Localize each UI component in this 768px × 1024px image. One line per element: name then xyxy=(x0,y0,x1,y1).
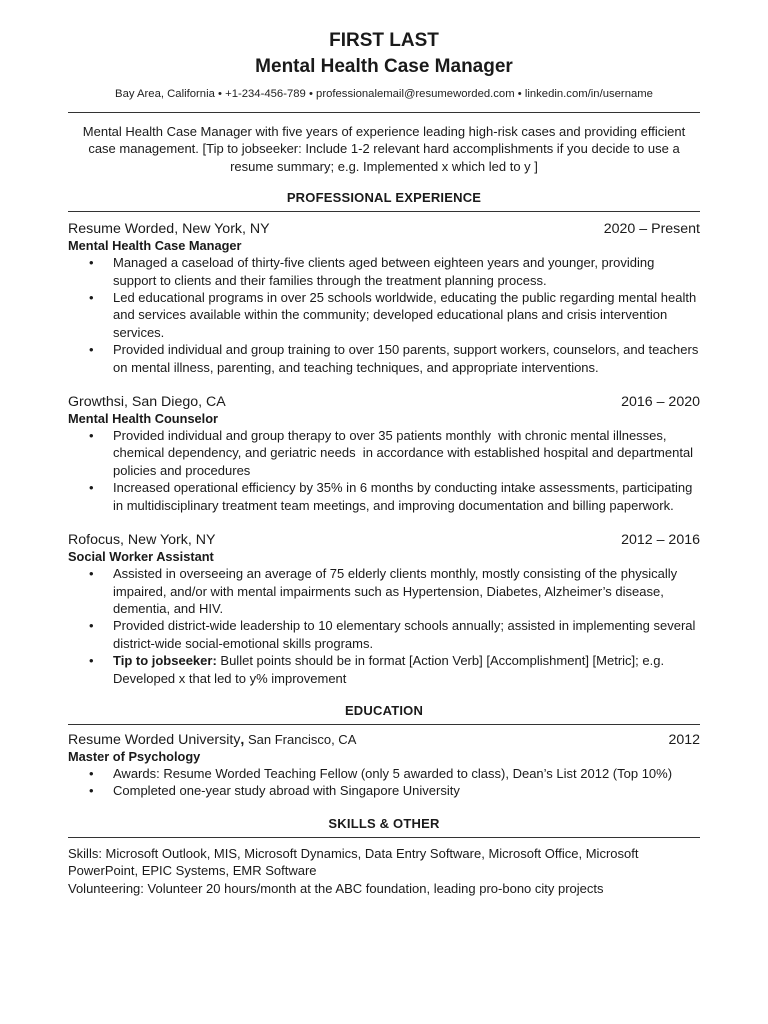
job-dates: 2016 – 2020 xyxy=(621,394,700,411)
header-divider xyxy=(68,112,700,113)
bullet-text: Provided individual and group training to over 150 parents, support workers, counselors, and teachers on mental illness, parenting, and teaching techniques, and appropriate interventions. xyxy=(113,342,699,375)
job-header xyxy=(68,531,700,549)
tip-text: Bullet points should be in format [Action Verb] [Accomplishment] [Metric]; e.g. Developed x that led to y% improvement xyxy=(113,653,665,686)
bullet-dot-icon: • xyxy=(89,428,94,444)
bullet-text: Increased operational efficiency by 35% in 6 months by conducting intake assessments, participating in multidisciplinary treatment team meetings, and improving documentation and billing paperwork. xyxy=(113,480,693,513)
job-dates: 2020 – Present xyxy=(603,221,700,238)
job-role: Mental Health Case Manager xyxy=(68,238,242,254)
bullet-item xyxy=(68,652,700,687)
bullet-item xyxy=(68,765,700,782)
education-comma: , xyxy=(240,731,245,748)
bullet-dot-icon: • xyxy=(89,566,94,582)
resume-page xyxy=(68,30,700,897)
job-company: Growthsi, San Diego, CA xyxy=(68,394,226,411)
bullet-text: Awards: Resume Worded Teaching Fellow (only 5 awarded to class), Dean’s List 2012 (Top 10%) xyxy=(113,765,673,781)
bullet-dot-icon: • xyxy=(89,653,94,669)
job-dates: 2012 – 2016 xyxy=(621,532,700,549)
skills-block xyxy=(68,845,700,897)
bullet-item xyxy=(68,427,700,479)
volunteering-line: Volunteering: Volunteer 20 hours/month at the ABC foundation, leading pro-bono city projects xyxy=(68,880,604,896)
job-entry xyxy=(68,393,700,514)
job-role: Social Worker Assistant xyxy=(68,549,214,565)
skills-line: Skills: Microsoft Outlook, MIS, Microsoft Dynamics, Data Entry Software, Microsoft Office, Microsoft PowerPoint, EPIC Systems, EMR Software xyxy=(68,845,639,879)
education-bullets xyxy=(68,765,700,800)
bullet-dot-icon: • xyxy=(89,290,94,306)
bullet-item xyxy=(68,289,700,341)
job-entry xyxy=(68,531,700,687)
bullet-item xyxy=(68,479,700,514)
education-degree: Master of Psychology xyxy=(68,748,201,764)
bullet-dot-icon: • xyxy=(89,618,94,634)
education-divider xyxy=(68,724,700,725)
contact-line: Bay Area, California • +1-234-456-789 • professionalemail@resumeworded.com • linkedin.com/in/username xyxy=(115,88,653,100)
job-header xyxy=(68,393,700,411)
bullet-dot-icon: • xyxy=(89,765,94,781)
bullet-text: Assisted in overseeing an average of 75 elderly clients monthly, mostly consisting of the physically impaired, and/or with mental impairments such as Hypertension, Diabetes, Alzheimer’s disease, dementia, and HIV. xyxy=(113,566,678,616)
bullet-item xyxy=(68,782,700,799)
bullet-text: Managed a caseload of thirty-five clients aged between eighteen years and younger, providing support to clients and their families through the treatment planning process. xyxy=(113,255,655,288)
education-school-line xyxy=(68,731,356,749)
job-header xyxy=(68,220,700,238)
job-role: Mental Health Counselor xyxy=(68,411,219,427)
tip-label: Tip to jobseeker: xyxy=(113,653,217,669)
section-heading-skills: SKILLS & OTHER xyxy=(328,815,440,831)
experience-divider xyxy=(68,211,700,212)
education-school: Resume Worded University xyxy=(68,731,241,748)
bullet-text: Provided individual and group therapy to over 35 patients monthly with chronic mental illnesses, chemical dependency, and geriatric needs in accordance with established hospital and departmental policies and procedures xyxy=(113,428,697,478)
education-location: San Francisco, CA xyxy=(244,731,357,747)
summary: Mental Health Case Manager with five years of experience leading high-risk cases and providing efficient case management. [Tip to jobseeker: Include 1-2 relevant hard accomplishments if you decide to use a resume summary; e.g. Implemented x which led to y ] xyxy=(82,124,686,174)
section-heading-experience: PROFESSIONAL EXPERIENCE xyxy=(286,190,482,206)
bullet-item xyxy=(68,617,700,652)
job-bullets xyxy=(68,427,700,514)
skills-divider xyxy=(68,837,700,838)
bullet-item xyxy=(68,565,700,617)
candidate-name: FIRST LAST xyxy=(329,30,439,51)
bullet-text: Provided district-wide leadership to 10 elementary schools annually; assisted in implementing several district-wide social-emotional skills programs. xyxy=(113,618,696,651)
education-header xyxy=(68,731,700,749)
bullet-dot-icon: • xyxy=(89,255,94,271)
bullet-dot-icon: • xyxy=(89,342,94,358)
bullet-dot-icon: • xyxy=(89,783,94,799)
bullet-item xyxy=(68,341,700,376)
bullet-text: Completed one-year study abroad with Singapore University xyxy=(113,783,460,799)
bullet-dot-icon: • xyxy=(89,480,94,496)
job-bullets xyxy=(68,565,700,687)
education-entry xyxy=(68,731,700,800)
education-year: 2012 xyxy=(668,731,700,748)
job-company: Resume Worded, New York, NY xyxy=(68,221,270,238)
section-heading-education: EDUCATION xyxy=(344,702,424,718)
job-bullets xyxy=(68,254,700,376)
bullet-item xyxy=(68,254,700,289)
bullet-text: Led educational programs in over 25 schools worldwide, educating the public regarding mental health and services available within the community; developed educational plans and crisis intervention services. xyxy=(113,290,697,340)
job-entry xyxy=(68,220,700,376)
candidate-title: Mental Health Case Manager xyxy=(255,56,513,77)
job-company: Rofocus, New York, NY xyxy=(68,532,216,549)
